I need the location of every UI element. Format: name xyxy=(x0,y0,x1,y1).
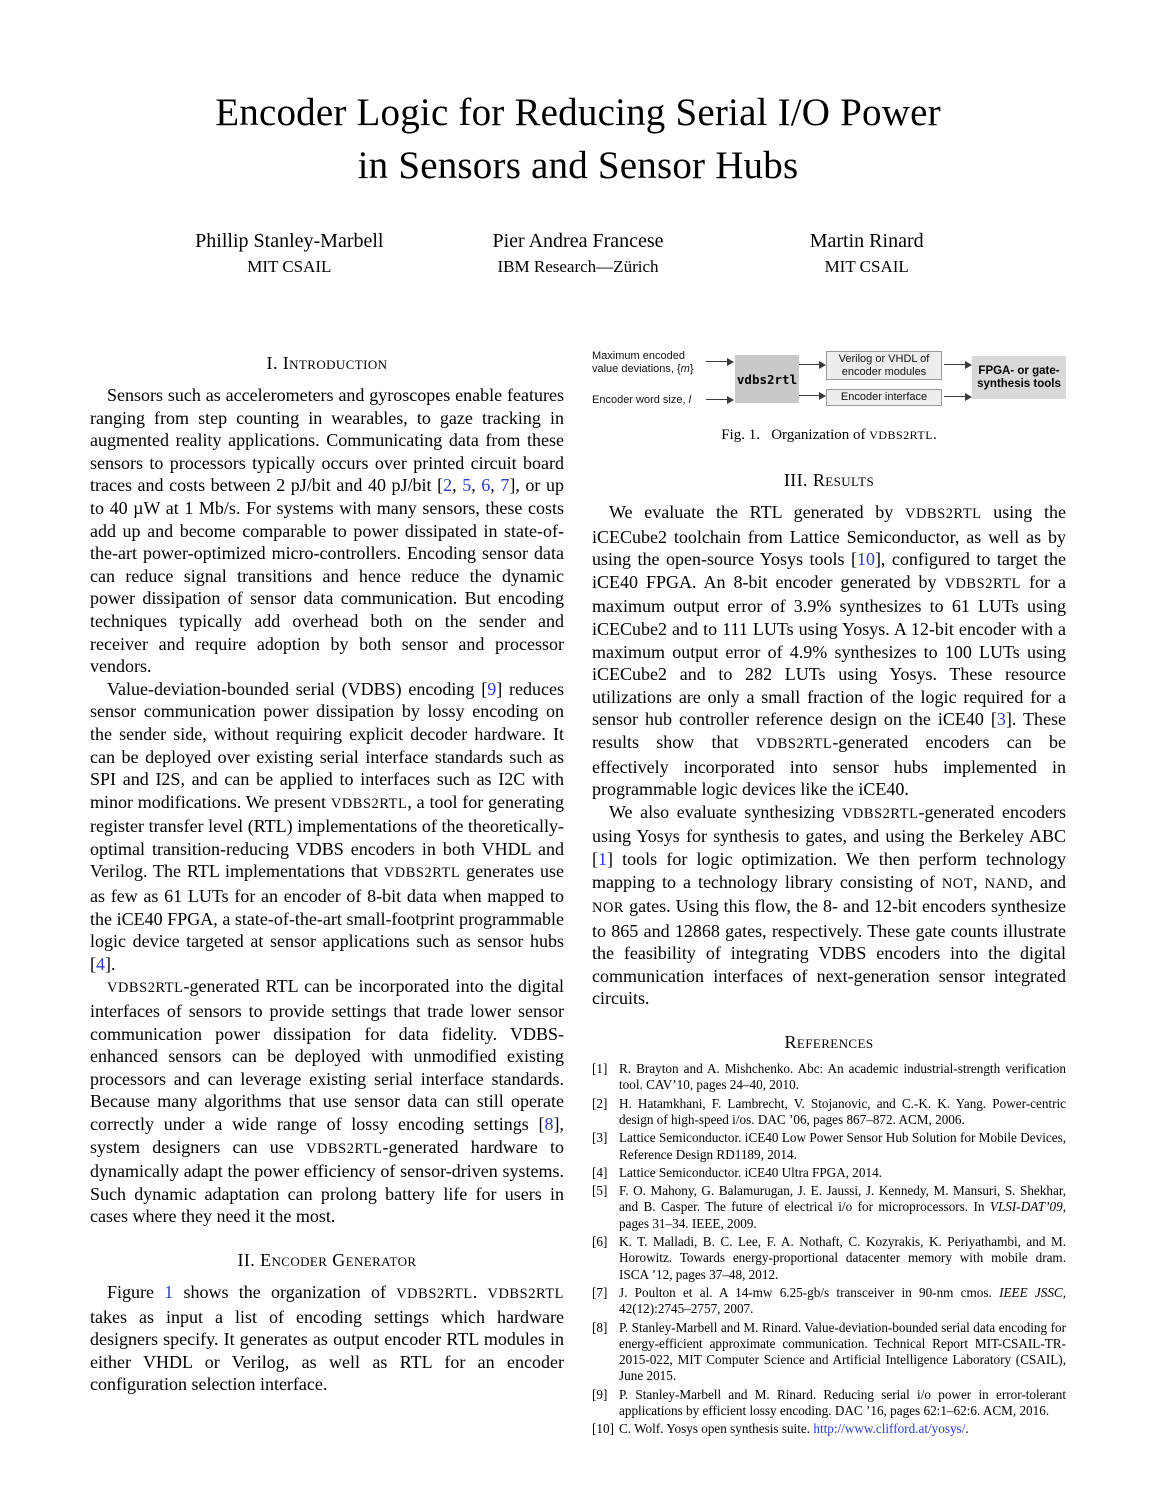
italic-text: m xyxy=(680,363,690,375)
smallcaps-text: VDBS2RTL xyxy=(905,506,982,522)
external-link[interactable]: http://www.clifford.at/yosys/ xyxy=(813,1421,966,1437)
smallcaps-text: VDBS2RTL xyxy=(869,428,934,442)
section-number: II. xyxy=(237,1249,256,1270)
citation-link[interactable]: 6 xyxy=(481,475,491,496)
arrow-output-top-icon xyxy=(799,364,824,365)
citation-link[interactable]: 2 xyxy=(443,475,453,496)
reference-number: [3] xyxy=(592,1130,608,1146)
text-run: H. Hatamkhani, F. Lambrecht, V. Stojanovic, and C.-K. K. Yang. Power-centric design of high-speed i/os. DAC ’06, pages 867–872. ACM, 2006. xyxy=(619,1095,1066,1127)
section-number: I. xyxy=(266,353,278,373)
arrow-input-bottom-icon xyxy=(706,399,732,400)
encoder-interface-box: Encoder interface xyxy=(826,389,942,406)
reference-text xyxy=(619,1387,1066,1420)
text-run: } xyxy=(689,363,694,375)
citation-link[interactable]: 7 xyxy=(500,475,510,496)
figure-input-label-line1 xyxy=(592,350,712,363)
text-run: , xyxy=(452,475,463,496)
author-1 xyxy=(145,230,434,277)
text-run: ] reduces sensor communication power dissipation by lossy encoding on the sender side, without requiring explicit decoder hardware. It can be deployed over existing serial interface standards such as SPI and I2S, and can be applied to interfaces such as I2C with minor modifications. We present xyxy=(90,678,564,812)
synthesis-tools-box xyxy=(972,356,1066,399)
citation-link[interactable]: 1 xyxy=(164,1281,174,1302)
citation-link[interactable]: 10 xyxy=(856,549,875,570)
two-column-body xyxy=(90,347,1066,1440)
reference-number: [7] xyxy=(592,1284,608,1300)
text-run: K. T. Malladi, B. C. Lee, F. A. Nothaft, C. Kozyrakis, K. Periyathambi, and M. Horowitz. Towards energy-proportional datacenter memory with mobile dram. ISCA ’12, pages 37–48, 2012. xyxy=(619,1234,1066,1282)
synthesis-line2: synthesis tools xyxy=(977,377,1061,390)
figure-input-label-deviations xyxy=(592,350,712,376)
vdbs2rtl-tool-box: vdbs2rtl xyxy=(735,355,799,403)
reference-item xyxy=(592,1234,1066,1283)
author-affiliation: MIT CSAIL xyxy=(824,257,909,276)
paragraph xyxy=(592,801,1066,1010)
smallcaps-text: VDBS2RTL xyxy=(487,1285,565,1302)
author-3 xyxy=(722,230,1011,277)
reference-item xyxy=(592,1320,1066,1385)
author-name: Pier Andrea Francese xyxy=(492,230,664,252)
references-heading xyxy=(592,1032,1066,1053)
reference-list xyxy=(592,1061,1066,1438)
reference-number: [1] xyxy=(592,1061,608,1077)
smallcaps-text: VDBS2RTL xyxy=(944,575,1022,592)
reference-item xyxy=(592,1061,1066,1094)
text-run: -generated encoders can be effectively incorporated into sensor hubs implemented in programmable logic devices like the iCE40. xyxy=(592,731,1066,800)
text-run: We evaluate the RTL generated by xyxy=(609,502,906,522)
smallcaps-text: VDBS2RTL xyxy=(330,795,408,812)
citation-link[interactable]: 5 xyxy=(462,475,472,496)
text-run: using the iCECube2 toolchain from Lattice Semiconductor, as well as by using the open-source Yosys tools [ xyxy=(592,502,1067,570)
reference-number: [10] xyxy=(592,1421,614,1437)
text-run: for a maximum output error of 3.9% synthesizes to 61 LUTs using iCECube2 and to 111 LUTs using Yosys. A 12-bit encoder with a maximum output error of 4.9% synthesizes to 100 LUTs using iCECube2 and to 282 LUTs using Yosys. These resource utilizations are only a small fraction of the logic required for a sensor hub controller reference design on the iCE40 [ xyxy=(592,571,1067,730)
author-block xyxy=(90,230,1066,277)
verilog-vhdl-line2: encoder modules xyxy=(841,365,927,378)
text-run: F. O. Mahony, G. Balamurugan, J. E. Jaussi, J. Kennedy, M. Mansuri, S. Shekhar, and B. Casper. The future of electrical i/o for microprocessors. In xyxy=(619,1183,1066,1215)
text-run: generates use as few as 61 LUTs for an encoder of 8-bit data when mapped to the iCE40 FPGA, a state-of-the-art small-footprint programmable logic device targeted at sensor applications such as sensor hubs [ xyxy=(90,861,564,974)
text-run: C. Wolf. Yosys open synthesis suite. xyxy=(619,1421,814,1437)
text-run: , xyxy=(490,475,501,496)
citation-link[interactable]: 1 xyxy=(598,848,607,869)
text-run: Figure xyxy=(107,1281,165,1302)
text-run: . xyxy=(472,1281,488,1302)
paragraph xyxy=(592,501,1066,801)
paragraph xyxy=(90,678,564,976)
reference-item xyxy=(592,1096,1066,1129)
reference-text xyxy=(619,1183,1066,1232)
text-run: , xyxy=(471,475,482,496)
text-run: ]. xyxy=(105,953,116,974)
reference-number: [9] xyxy=(592,1386,608,1402)
reference-item xyxy=(592,1130,1066,1163)
text-run: , and xyxy=(1028,871,1067,892)
text-run: Fig. 1. Organization of xyxy=(721,427,870,443)
reference-text xyxy=(619,1130,1066,1163)
text-run: gates. Using this flow, the 8- and 12-bit encoders synthesize to 865 and 12868 gates, respectively. These gate counts illustrate the feasibility of integrating VDBS encoders into the digital communication interfaces of next-generation sensor integrated circuits. xyxy=(592,896,1066,1009)
smallcaps-text: VDBS2RTL xyxy=(383,865,461,882)
figure-caption xyxy=(592,427,1066,444)
reference-text xyxy=(619,1285,1066,1318)
figure-1-diagram xyxy=(592,349,1066,411)
citation-link[interactable]: 3 xyxy=(996,709,1006,730)
text-run: J. Poulton et al. A 14-mw 6.25-gb/s transceiver in 90-nm cmos. xyxy=(619,1284,1000,1300)
text-run: We also evaluate synthesizing xyxy=(609,801,842,822)
reference-number: [8] xyxy=(592,1319,608,1335)
text-run: ] tools for logic optimization. We then perform technology mapping to a technology library consisting of xyxy=(592,848,1066,892)
text-run: shows the organization of xyxy=(173,1281,397,1302)
text-run: ], configured to target the iCE40 FPGA. An 8-bit encoder generated by xyxy=(592,549,1066,592)
figure-input-label-wordsize xyxy=(592,394,712,407)
reference-number: [5] xyxy=(592,1183,608,1199)
text-run: Value-deviation-bounded serial (VDBS) encoding [ xyxy=(107,678,488,699)
reference-text xyxy=(619,1320,1066,1385)
italic-text: VLSI-DAT’09 xyxy=(989,1199,1063,1215)
author-name: Martin Rinard xyxy=(809,230,924,252)
text-run: Encoder word size, xyxy=(592,394,689,406)
reference-text xyxy=(619,1234,1066,1283)
text-run: , 42(12):2745–2757, 2007. xyxy=(619,1284,1067,1317)
reference-text xyxy=(619,1421,1066,1437)
reference-text xyxy=(619,1165,1066,1181)
section-title: References xyxy=(784,1032,874,1053)
reference-item xyxy=(592,1387,1066,1420)
text-run: value deviations, { xyxy=(592,363,681,375)
smallcaps-text: NOT xyxy=(941,875,974,892)
smallcaps-text: VDBS2RTL xyxy=(755,735,833,752)
verilog-vhdl-line1: Verilog or VHDL of xyxy=(838,352,930,365)
encoder-generator-paragraphs xyxy=(90,1281,564,1396)
section-title: Results xyxy=(812,470,875,490)
text-run: , xyxy=(973,871,985,892)
paragraph xyxy=(90,975,564,1228)
text-run: -generated encoders using Yosys for synthesis to gates, and using the Berkeley ABC [ xyxy=(592,801,1066,869)
arrow-synth-bottom-icon xyxy=(944,396,970,397)
citation-link[interactable]: 4 xyxy=(96,953,105,974)
section-heading-results xyxy=(592,470,1066,491)
text-run: R. Brayton and A. Mishchenko. Abc: An academic industrial-strength verification tool. CAV’10, pages 24–40, 2010. xyxy=(619,1061,1066,1093)
arrow-output-bottom-icon xyxy=(799,395,824,396)
reference-text xyxy=(619,1096,1066,1129)
text-run: takes as input a list of encoding settings which hardware designers specify. It generates as output encoder RTL modules in either VHDL or Verilog, as well as RTL for an encoder configuration selection interface. xyxy=(90,1306,564,1395)
section-title: Introduction xyxy=(282,353,388,373)
section-heading-introduction xyxy=(90,353,564,374)
verilog-vhdl-modules-box xyxy=(826,351,942,380)
text-run: P. Stanley-Marbell and M. Rinard. Reducing serial i/o power in error-tolerant applications by efficient lossy encoding. DAC ’16, pages 62:1–62:6. ACM, 2016. xyxy=(619,1386,1066,1418)
results-paragraphs xyxy=(592,501,1066,1010)
text-run: Lattice Semiconductor. iCE40 Ultra FPGA, 2014. xyxy=(619,1164,882,1180)
smallcaps-text: VDBS2RTL xyxy=(841,805,919,822)
author-name: Phillip Stanley-Marbell xyxy=(195,230,384,252)
reference-item xyxy=(592,1285,1066,1318)
title-line1: Encoder Logic for Reducing Serial I/O Power xyxy=(215,91,941,134)
right-column xyxy=(592,347,1066,1440)
paragraph xyxy=(90,1281,564,1396)
smallcaps-text: VDBS2RTL xyxy=(396,1285,473,1302)
citation-link[interactable]: 9 xyxy=(487,678,497,699)
text-run: . xyxy=(933,427,937,443)
text-run: . xyxy=(965,1421,969,1437)
synthesis-line1: FPGA- or gate- xyxy=(978,364,1060,377)
smallcaps-text: NOR xyxy=(592,900,625,917)
text-run: Lattice Semiconductor. iCE40 Low Power Sensor Hub Solution for Mobile Devices, Reference Design RD1189, 2014. xyxy=(619,1130,1066,1162)
reference-number: [6] xyxy=(592,1234,608,1250)
reference-item xyxy=(592,1183,1066,1232)
paper-title xyxy=(90,86,1066,192)
text-run: -generated RTL can be incorporated into the digital interfaces of sensors to provide settings that trade lower sensor communication power dissipation for data fidelity. VDBS-enhanced sensors can be deployed with unmodified existing processors and can leverage existing serial interface standards. Because many algorithms that use sensor data can still operate correctly under a wide range of lossy encoding settings [ xyxy=(90,976,564,1134)
reference-item xyxy=(592,1165,1066,1181)
arrow-input-top-icon xyxy=(706,361,732,362)
text-run: ]. These results show that xyxy=(592,709,1067,752)
author-2 xyxy=(434,230,723,277)
arrow-synth-top-icon xyxy=(944,364,970,365)
text-run: ], system designers can use xyxy=(90,1114,564,1157)
figure-1 xyxy=(592,349,1066,444)
text-run: , a tool for generating register transfer level (RTL) implementations of the theoretically-optimal transition-reducing VDBS encoders in both VHDL and Verilog. The RTL implementations that xyxy=(90,791,564,882)
italic-text: IEEE JSSC xyxy=(999,1284,1063,1300)
author-affiliation: IBM Research—Zürich xyxy=(497,257,659,276)
smallcaps-text: NAND xyxy=(984,875,1029,892)
text-run: ], or up to 40 µW at 1 Mb/s. For systems with many sensors, these costs add up and become comparable to power dissipated in state-of-the-art power-optimized micro-controllers. Encoding sensor data can reduce signal transitions and hence reduce the dynamic power dissipation of sensor data communication. But encoding techniques typically add overhead both on the sender and receiver and require adoption by both sensor and processor vendors. xyxy=(90,475,564,677)
text-run: , pages 31–34. IEEE, 2009. xyxy=(619,1199,1066,1231)
author-affiliation: MIT CSAIL xyxy=(247,257,332,276)
text-run: Sensors such as accelerometers and gyroscopes enable features ranging from step counting in wearables, to gaze tracking in augmented reality applications. Communicating data from these sensors to processors typically occurs over printed circuit board traces and costs between 2 pJ/bit and 40 pJ/bit [ xyxy=(90,385,564,496)
reference-item xyxy=(592,1421,1066,1437)
citation-link[interactable]: 8 xyxy=(544,1114,554,1134)
smallcaps-text: VDBS2RTL xyxy=(107,980,184,997)
reference-text xyxy=(619,1061,1066,1094)
section-heading-encoder-generator xyxy=(90,1250,564,1271)
text-run: -generated hardware to dynamically adapt the power efficiency of sensor-driven systems. Such dynamic adaptation can prolong battery life for users in cases where they need it the most. xyxy=(90,1136,564,1227)
introduction-paragraphs xyxy=(90,384,564,1228)
smallcaps-text: VDBS2RTL xyxy=(306,1140,383,1157)
text-run: P. Stanley-Marbell and M. Rinard. Value-deviation-bounded serial data encoding for energy-efficient approximate communication. Technical Report MIT-CSAIL-TR-2015-022, MIT Computer Science and Artificial Intelligence Laboratory (CSAIL), June 2015. xyxy=(619,1319,1066,1384)
section-number: III. xyxy=(783,470,808,490)
title-line2: in Sensors and Sensor Hubs xyxy=(357,144,799,187)
text-run: Maximum encoded xyxy=(592,350,685,362)
figure-input-label-line2 xyxy=(592,363,712,376)
left-column xyxy=(90,347,564,1440)
reference-number: [2] xyxy=(592,1095,608,1111)
reference-number: [4] xyxy=(592,1164,608,1180)
italic-text: l xyxy=(688,394,692,406)
section-title: Encoder Generator xyxy=(260,1249,417,1270)
paragraph xyxy=(90,384,564,678)
